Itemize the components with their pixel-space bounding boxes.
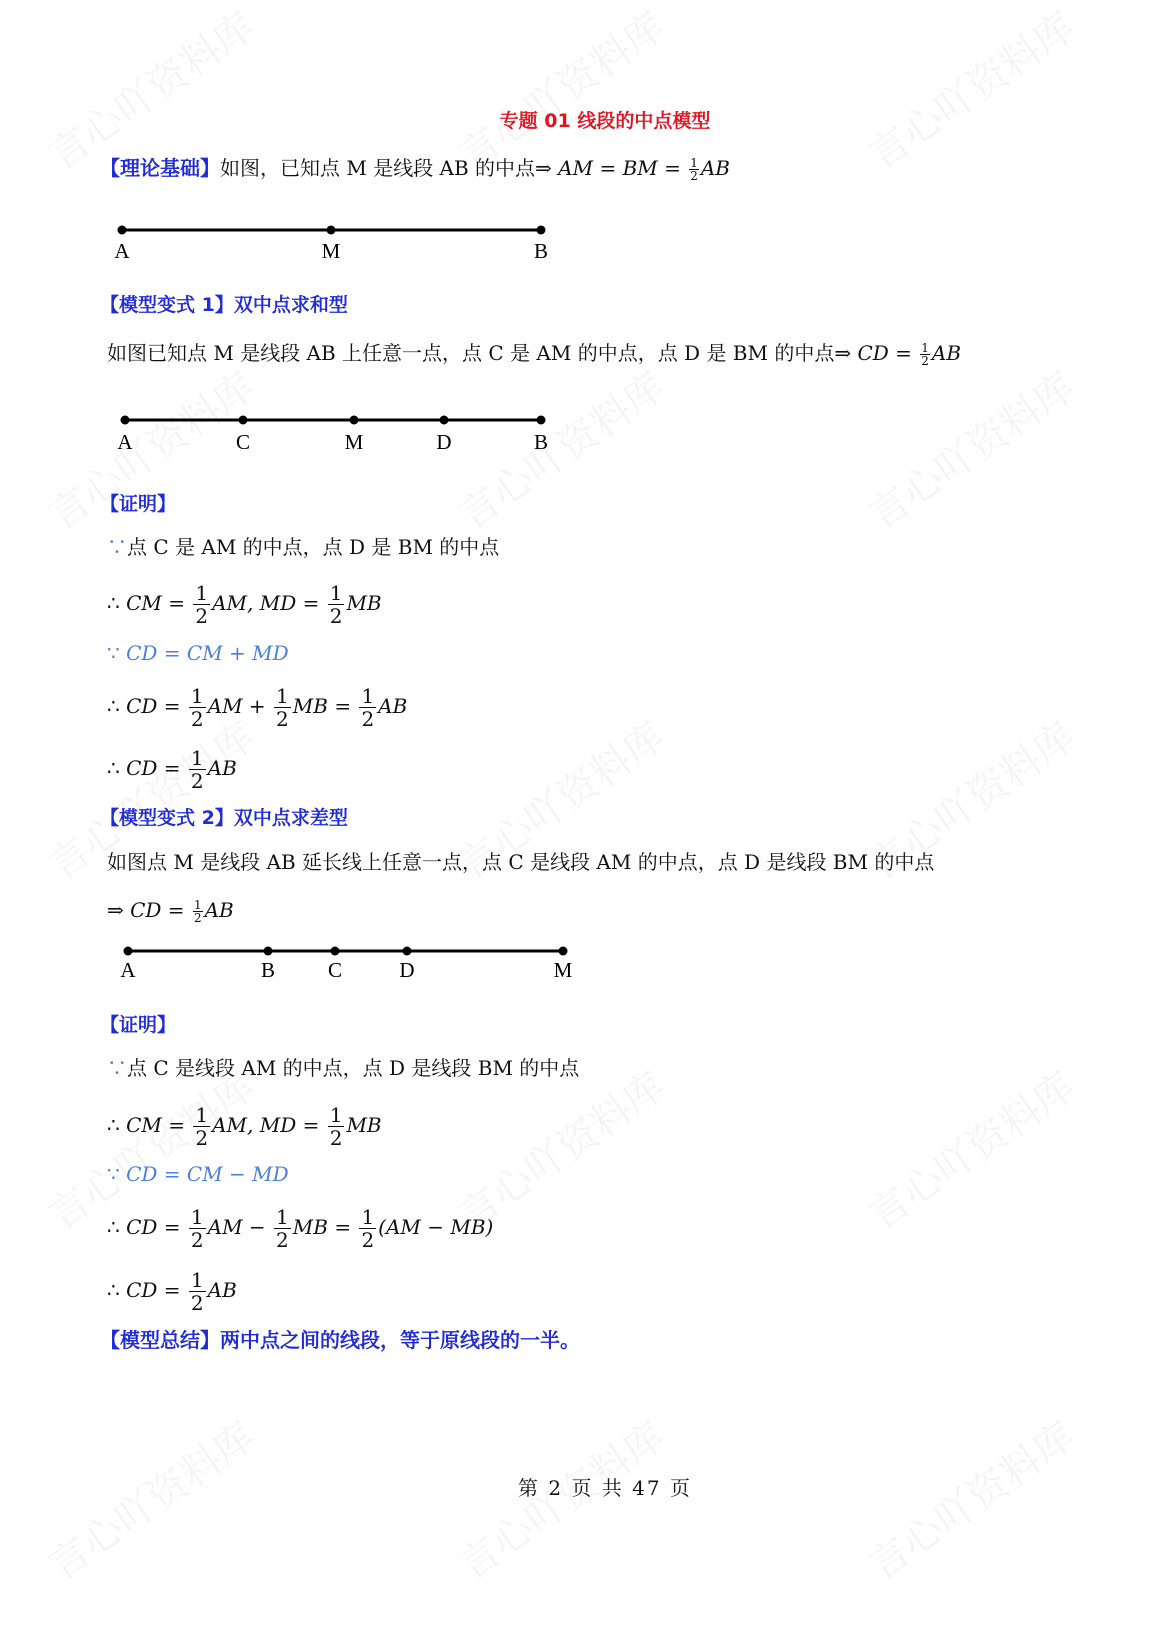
fraction: [193, 582, 210, 627]
fraction: [328, 1104, 345, 1149]
point-D: [403, 947, 412, 956]
summary-line: [100, 1326, 580, 1354]
point-label-D: D: [399, 958, 415, 982]
point-label-C: C: [235, 430, 251, 454]
variant2-formula: [107, 898, 234, 925]
numerator: 1: [190, 1268, 204, 1292]
math-text: MB: [346, 591, 382, 615]
fraction: [359, 1206, 376, 1251]
numerator: 1: [361, 1205, 375, 1229]
therefore-symbol: ∴: [107, 1278, 127, 1302]
math-text: CD =: [126, 1278, 187, 1302]
page-title: 专题 01 线段的中点模型: [499, 110, 711, 132]
variant1-proof-given: [107, 533, 499, 561]
fraction: [359, 685, 376, 730]
denominator: 2: [190, 1291, 204, 1315]
because-symbol: ∵: [107, 641, 127, 665]
proof-step: [107, 1203, 493, 1251]
variant2-heading: 【模型变式 2】双中点求差型: [100, 807, 348, 829]
denominator: 2: [190, 707, 204, 731]
math-text: AB: [700, 156, 730, 180]
therefore-symbol: ∴: [107, 1113, 127, 1137]
proof-step: [107, 1150, 289, 1198]
denominator: 2: [195, 604, 209, 628]
point-C: [331, 947, 340, 956]
point-label-A: A: [117, 430, 133, 454]
math-text: AM +: [207, 694, 273, 718]
variant2-statement: 如图点 M 是线段 AB 延长线上任意一点，点 C 是线段 AM 的中点，点 D 是线段 BM 的中点: [107, 850, 935, 874]
point-label-A: A: [114, 239, 130, 263]
numerator: 1: [190, 684, 204, 708]
point-label-M: M: [553, 958, 573, 982]
page-footer: 第 2 页 共 47 页: [518, 1476, 692, 1500]
fraction: [274, 685, 291, 730]
math-text: CD = CM + MD: [126, 641, 289, 665]
therefore-symbol: ∴: [107, 756, 127, 780]
denominator: 2: [276, 707, 289, 731]
variant1-heading: 【模型变式 1】双中点求和型: [100, 294, 348, 316]
denominator: 2: [193, 911, 202, 925]
variant2-proof-heading: 【证明】: [100, 1014, 177, 1036]
denominator: 2: [190, 769, 204, 793]
math-text: AM = BM =: [558, 156, 688, 180]
fraction: [189, 1269, 206, 1314]
variant2-proof-given: [107, 1054, 579, 1082]
proof-given-text: 点 C 是线段 AM 的中点，点 D 是线段 BM 的中点: [127, 1056, 580, 1080]
variant2-conclusion: [107, 896, 234, 924]
math-text: CD =: [126, 694, 187, 718]
math-text: CD = CM − MD: [126, 1162, 289, 1186]
theory-text: 如图，已知点 M 是线段 AB 的中点⇒: [220, 156, 559, 180]
math-text: AB: [378, 694, 408, 718]
numerator: 1: [690, 156, 698, 170]
summary-text: 两中点之间的线段，等于原线段的一半。: [220, 1328, 580, 1352]
math-text: CD =: [126, 756, 187, 780]
numerator: 1: [329, 581, 343, 605]
point-M: [327, 226, 336, 235]
denominator: 2: [195, 1126, 209, 1150]
point-B: [537, 226, 546, 235]
math-text: AB: [204, 898, 234, 922]
point-D: [440, 416, 449, 425]
because-symbol: ∵: [107, 1056, 127, 1080]
denominator: 2: [190, 1228, 204, 1252]
because-symbol: ∵: [107, 535, 127, 559]
variant1-text: 如图已知点 M 是线段 AB 上任意一点，点 C 是 AM 的中点，点 D 是 BM 的中点⇒: [107, 341, 858, 365]
denominator: 2: [921, 354, 929, 368]
numerator: 1: [361, 684, 375, 708]
denominator: 2: [276, 1228, 289, 1252]
denominator: 2: [329, 604, 343, 628]
point-A: [124, 947, 133, 956]
denominator: 2: [690, 169, 698, 183]
math-text: MB =: [292, 694, 358, 718]
point-label-B: B: [533, 239, 549, 263]
fraction: [193, 1104, 210, 1149]
numerator: 1: [276, 1205, 289, 1229]
proof-step: [107, 579, 382, 627]
numerator: 1: [921, 341, 929, 355]
point-label-M: M: [344, 430, 364, 454]
numerator: 1: [276, 684, 289, 708]
denominator: 2: [329, 1126, 343, 1150]
variant1-statement: [107, 339, 961, 367]
fraction: [328, 582, 345, 627]
point-label-D: D: [436, 430, 452, 454]
point-label-B: B: [533, 430, 549, 454]
point-M: [350, 416, 359, 425]
math-text: (AM − MB): [378, 1215, 494, 1239]
because-symbol: ∵: [107, 1162, 127, 1186]
proof-step: [107, 744, 237, 792]
variant1-formula: [857, 341, 962, 368]
point-A: [118, 226, 127, 235]
point-label-M: M: [321, 239, 341, 263]
fraction: [193, 899, 203, 924]
math-text: AM, MD =: [212, 1113, 326, 1137]
math-text: AB: [207, 756, 237, 780]
point-M: [559, 947, 568, 956]
denominator: 2: [361, 1228, 375, 1252]
point-A: [121, 416, 130, 425]
math-text: AM, MD =: [212, 591, 326, 615]
point-C: [239, 416, 248, 425]
numerator: 1: [195, 581, 209, 605]
variant1-proof-heading: 【证明】: [100, 493, 177, 515]
math-text: CD =: [857, 341, 919, 365]
numerator: 1: [329, 1103, 343, 1127]
therefore-symbol: ∴: [107, 1215, 127, 1239]
fraction: [189, 747, 206, 792]
fraction: [274, 1206, 291, 1251]
fraction: [920, 342, 930, 367]
math-text: MB: [346, 1113, 382, 1137]
denominator: 2: [361, 707, 375, 731]
proof-step: [107, 682, 407, 730]
proof-given-text: 点 C 是 AM 的中点，点 D 是 BM 的中点: [127, 535, 500, 559]
summary-label: 【模型总结】: [100, 1328, 220, 1352]
fraction: [189, 685, 206, 730]
therefore-symbol: ∴: [107, 591, 127, 615]
point-label-A: A: [120, 958, 136, 982]
numerator: 1: [195, 1103, 209, 1127]
math-text: AB: [207, 1278, 237, 1302]
therefore-symbol: ∴: [107, 694, 127, 718]
math-text: ⇒ CD =: [107, 898, 191, 922]
math-text: AB: [931, 341, 962, 365]
proof-step: [107, 629, 289, 677]
point-B: [537, 416, 546, 425]
math-text: CD =: [126, 1215, 187, 1239]
proof-step: [107, 1266, 237, 1314]
numerator: 1: [190, 746, 204, 770]
numerator: 1: [190, 1205, 204, 1229]
fraction: [189, 1206, 206, 1251]
math-text: AM −: [207, 1215, 273, 1239]
math-text: CM =: [126, 591, 192, 615]
point-B: [264, 947, 273, 956]
point-label-C: C: [327, 958, 343, 982]
proof-step: [107, 1101, 382, 1149]
math-text: MB =: [292, 1215, 358, 1239]
point-label-B: B: [260, 958, 276, 982]
theory-label: 【理论基础】: [100, 156, 220, 180]
math-text: CM =: [126, 1113, 192, 1137]
numerator: 1: [193, 898, 202, 912]
